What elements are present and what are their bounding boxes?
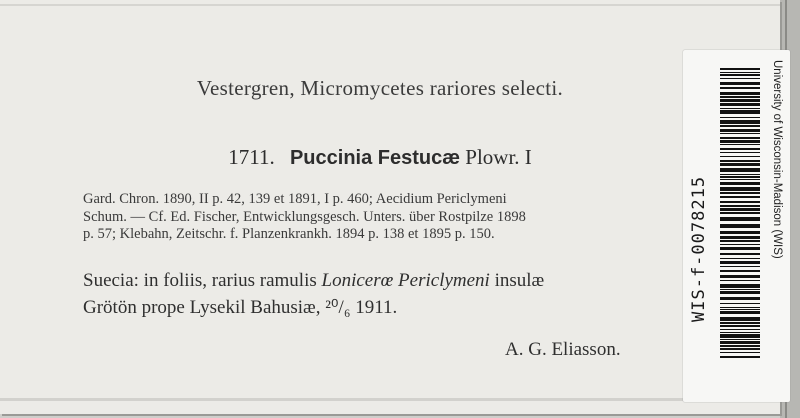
barcode-bar [720, 291, 760, 294]
barcode-bar [720, 325, 760, 327]
barcode-bar [720, 303, 760, 304]
barcode-bar [720, 297, 760, 300]
barcode-bar [720, 317, 760, 321]
barcode-bar [720, 74, 760, 76]
barcode-bar [720, 212, 760, 214]
barcode-bar [720, 152, 760, 153]
barcode-bar [720, 87, 760, 89]
reference-line-3: p. 57; Klebahn, Zeitschr. f. Planzenkrankh. 1894 p. 138 et 1895 p. 150. [83, 226, 495, 242]
locality-line-2: Grötön prope Lysekil Bahusiæ, ²⁰/₆ 1911. [83, 297, 398, 318]
barcode-bar [720, 205, 760, 207]
barcode-bar [720, 244, 760, 245]
barcode-bar [720, 284, 760, 288]
barcode-bar [720, 348, 760, 350]
label-edge-top [0, 4, 780, 6]
barcode-bar [720, 275, 760, 278]
barcode-bar [720, 247, 760, 250]
barcode-bar [720, 217, 760, 221]
reference-line-1: Gard. Chron. 1890, II p. 42, 139 et 1891, I p. 460; Aecidium Periclymeni [83, 191, 507, 207]
institution-name: University of Wisconsin-Madison (WIS) [771, 60, 783, 259]
species-name: Puccinia Festucæ [289, 147, 461, 169]
barcode-sticker [683, 50, 790, 402]
locality-suffix: insulæ [489, 270, 545, 291]
barcode-bar [720, 68, 760, 70]
barcode-bar [720, 201, 760, 203]
locality-prefix: Suecia: in foliis, rarius ramulis [83, 270, 322, 291]
species-author: Plowr. I [465, 145, 532, 169]
barcode-bar [720, 99, 760, 102]
barcode-bar [720, 339, 760, 340]
barcode-bar [720, 144, 760, 145]
barcode-bar [720, 137, 760, 139]
barcode-bar [720, 309, 760, 310]
barcode-bar [720, 345, 760, 347]
barcode-bar [720, 108, 760, 109]
barcode-bar [720, 82, 760, 85]
barcode-bar [720, 356, 760, 358]
barcode-bar [720, 224, 760, 228]
barcode-bar [720, 176, 760, 178]
reference-line-2: Schum. — Cf. Ed. Fischer, Entwicklungsgesch. Unters. über Rostpilze 1898 [83, 208, 526, 225]
barcode-bar [720, 140, 760, 143]
barcode-bar [720, 129, 760, 132]
barcode-bar [720, 148, 760, 150]
label-edge-bottom [0, 398, 780, 401]
barcode-bar [720, 187, 760, 191]
barcode-bar [720, 117, 760, 118]
barcode-number: WIS-f-0078215 [689, 175, 709, 322]
barcode-bar [720, 311, 760, 314]
barcode-bar [720, 103, 760, 106]
barcode-bar [720, 120, 760, 124]
exsiccata-number: 1711. [228, 145, 275, 169]
barcode-bar [720, 110, 760, 114]
barcode-bar [720, 280, 760, 281]
barcode-bar [720, 168, 760, 172]
references [83, 191, 683, 244]
barcode-bar [720, 231, 760, 234]
barcode-bar [720, 289, 760, 290]
barcode-bar [720, 261, 760, 264]
barcode-bar [720, 196, 760, 198]
barcode-bar [720, 96, 760, 98]
species-title [0, 145, 760, 170]
barcode-bar [720, 258, 760, 259]
host-name: Lonicerœ Periclymeni [321, 270, 490, 291]
barcode-bar [720, 253, 760, 255]
locality-line-1 [83, 267, 693, 294]
barcode-bar [720, 322, 760, 324]
locality [83, 267, 693, 321]
barcode-bar [720, 352, 760, 353]
series-title: Vestergren, Micromycetes rariores selecti. [196, 76, 564, 100]
collector-name: A. G. Eliasson. [505, 339, 621, 360]
barcode-bar [720, 307, 760, 308]
barcode-bar [720, 332, 760, 333]
barcode-bar [720, 160, 760, 162]
barcode-bar [720, 78, 760, 79]
barcode-bar [720, 72, 760, 73]
barcode-bar [720, 125, 760, 127]
barcode-bar [720, 341, 760, 344]
barcode-bar [720, 156, 760, 157]
barcode-bar [720, 270, 760, 272]
barcode-bar [720, 329, 760, 330]
barcode-bar [720, 208, 760, 211]
barcode-bar [720, 174, 760, 175]
barcode-bar [720, 92, 760, 95]
barcode-icon [720, 68, 760, 358]
barcode-bar [720, 179, 760, 180]
barcode-bar [720, 334, 760, 338]
barcode-bar [720, 182, 760, 185]
barcode-bar [720, 163, 760, 166]
barcode-bar [720, 236, 760, 239]
barcode-bar [720, 192, 760, 194]
barcode-bar [720, 133, 760, 134]
barcode-bar [720, 266, 760, 267]
barcode-bar [720, 240, 760, 242]
